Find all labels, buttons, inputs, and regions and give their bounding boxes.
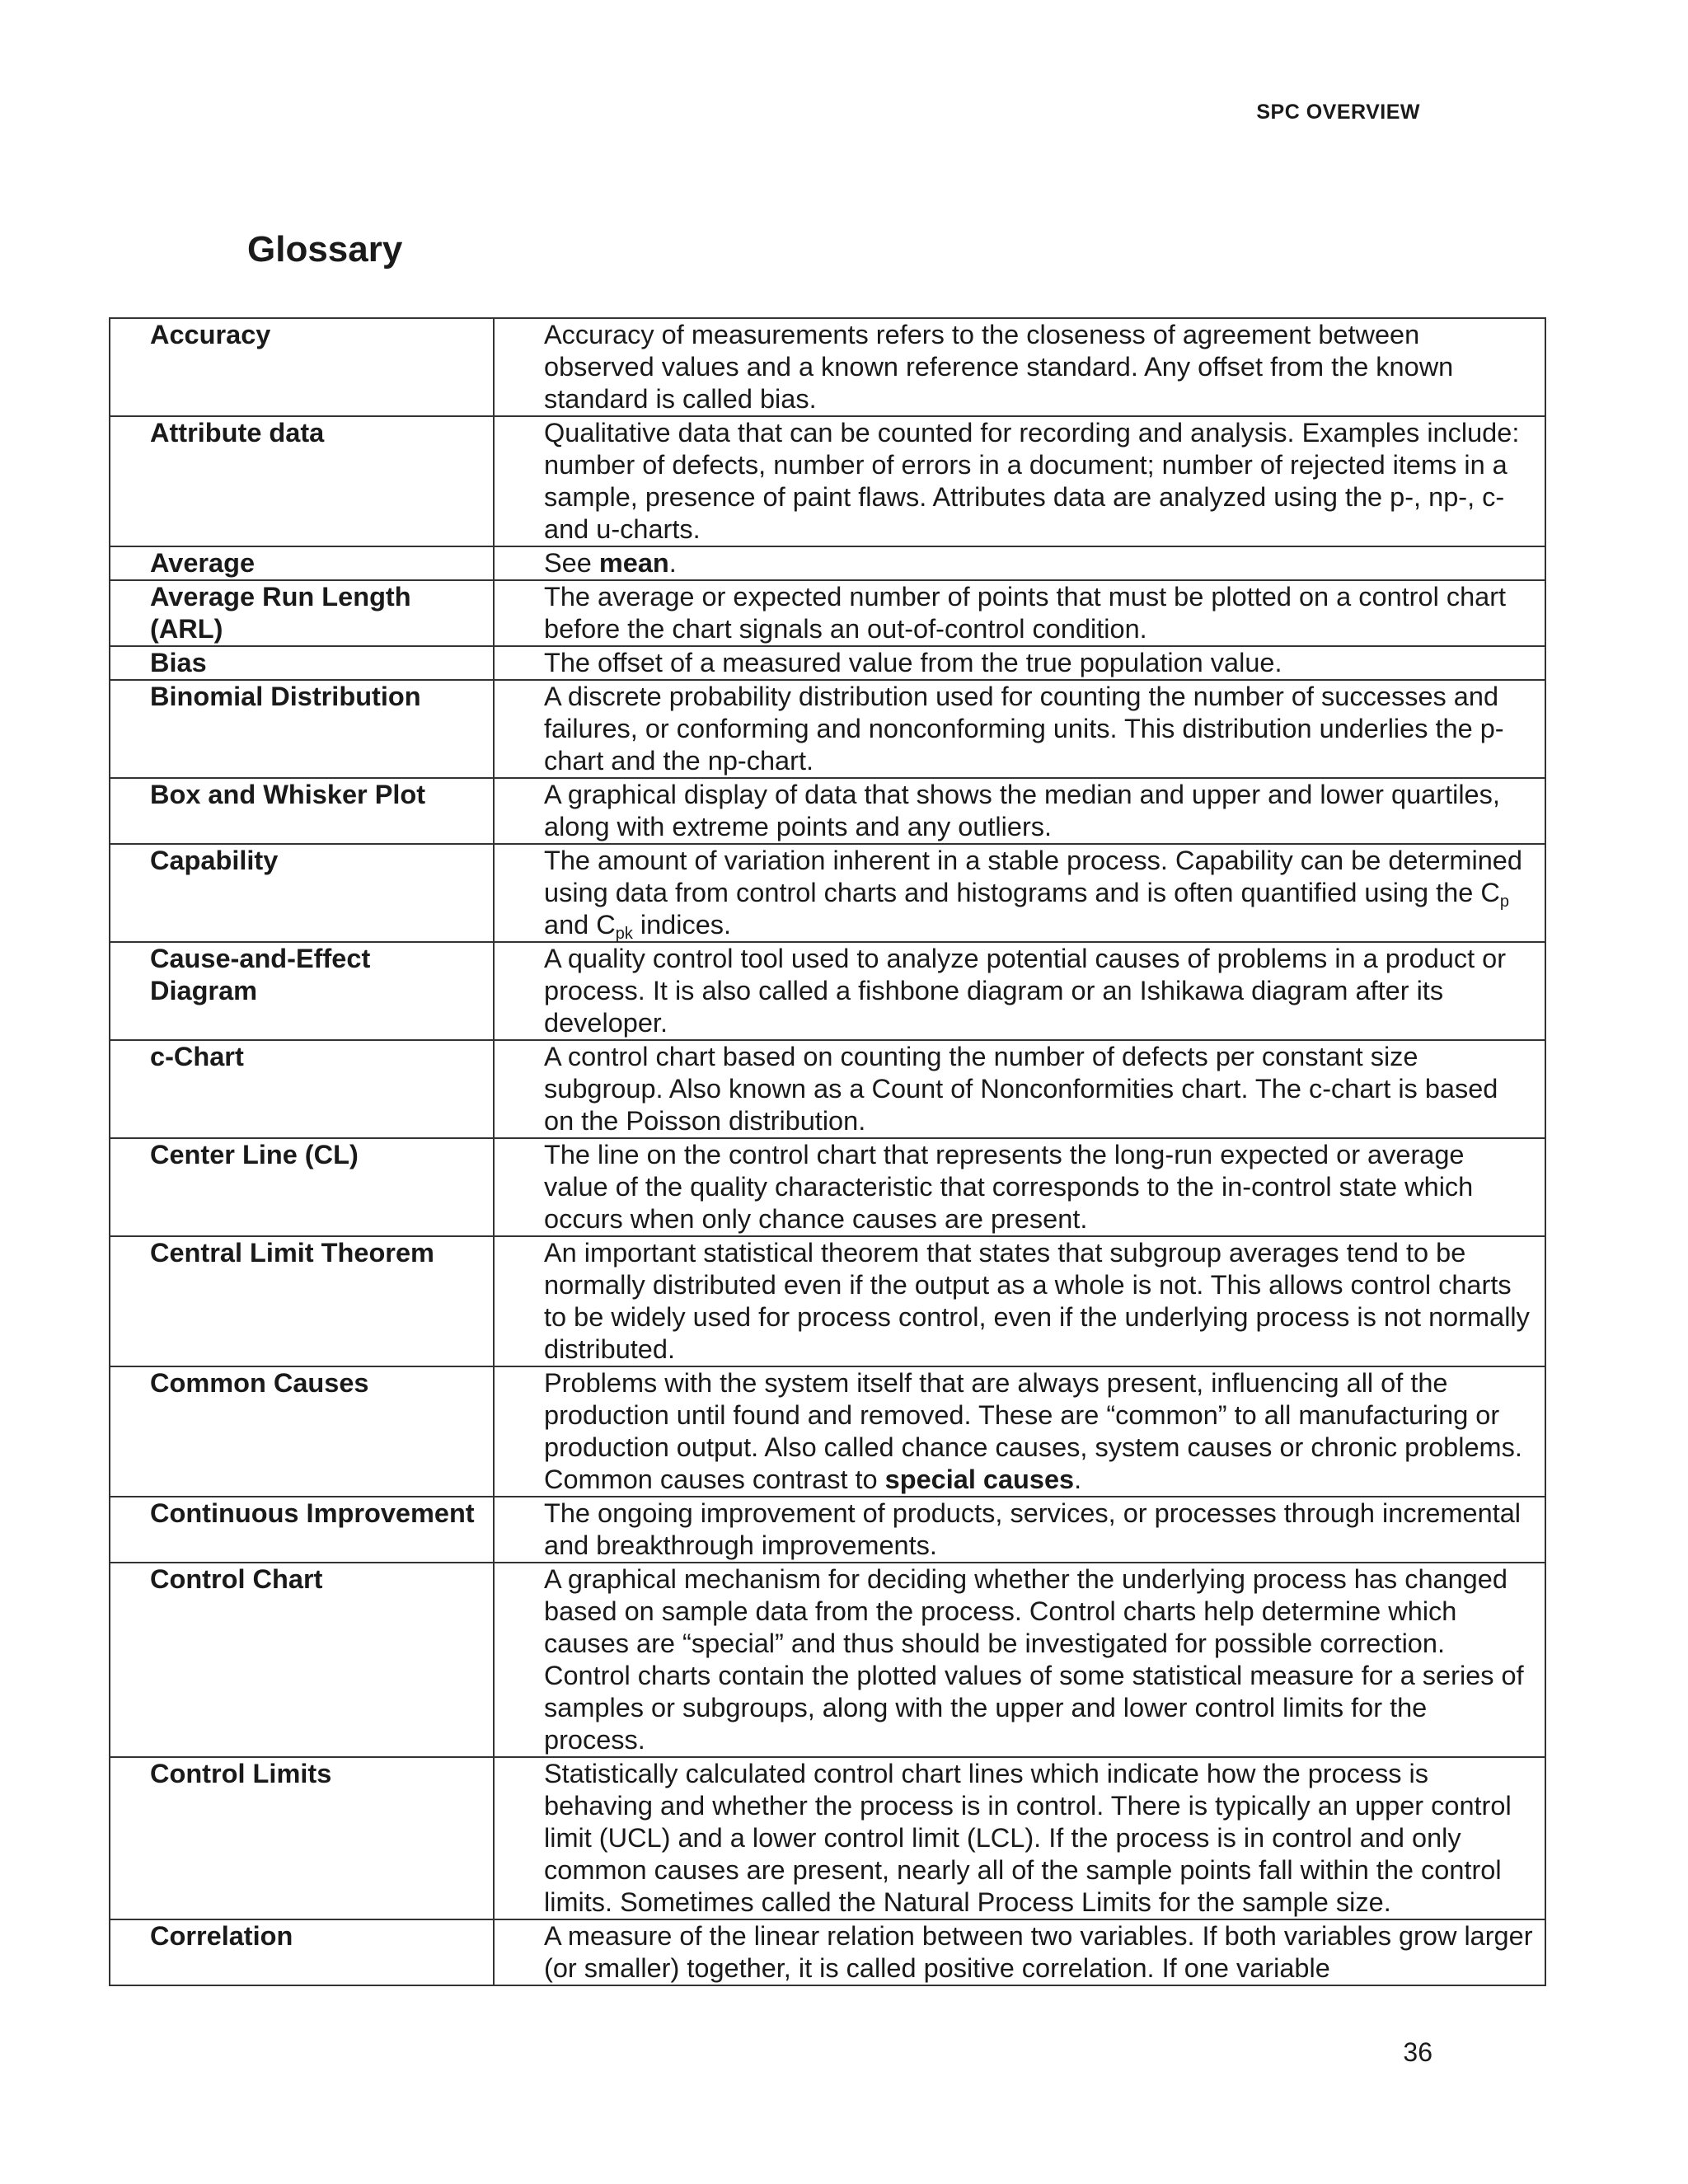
glossary-definition: A graphical display of data that shows the median and upper and lower quartiles, along with extreme points and any outliers.	[494, 778, 1545, 844]
glossary-definition: A measure of the linear relation between two variables. If both variables grow larger (or smaller) together, it is called positive correlation. If one variable	[494, 1919, 1545, 1985]
glossary-definition: The line on the control chart that represents the long-run expected or average value of the quality characteristic that corresponds to the in-control state which occurs when only chance causes are present.	[494, 1138, 1545, 1236]
glossary-table	[109, 317, 1546, 1986]
cross-reference-special-causes: special causes	[884, 1465, 1075, 1494]
running-header: SPC OVERVIEW	[1256, 101, 1420, 124]
glossary-definition: Qualitative data that can be counted for recording and analysis. Examples include: number of defects, number of errors in a document; number of rejected items in a sample, presence of paint flaws. Attributes data are analyzed using the p-, np-, c- and u-charts.	[494, 416, 1545, 546]
glossary-definition: A control chart based on counting the number of defects per constant size subgroup. Also known as a Count of Nonconformities chart. The c-chart is based on the Poisson distribution.	[494, 1040, 1545, 1138]
glossary-term: Center Line (CL)	[110, 1138, 494, 1236]
glossary-row-common-causes	[110, 1366, 1545, 1497]
glossary-term: Average Run Length (ARL)	[110, 580, 494, 646]
glossary-term: Common Causes	[110, 1366, 494, 1497]
glossary-definition: An important statistical theorem that states that subgroup averages tend to be normally distributed even if the output as a whole is not. This allows control charts to be widely used for process control, even if the underlying process is not normally distributed.	[494, 1236, 1545, 1366]
page-title: Glossary	[247, 229, 403, 269]
definition-text: The amount of variation inherent in a stable process. Capability can be determined using data from control charts and histograms and is often quantified using the C	[544, 846, 1522, 907]
glossary-term: Control Limits	[110, 1757, 494, 1919]
glossary-row-binomial-distribution	[110, 680, 1545, 778]
glossary-term: Accuracy	[110, 318, 494, 416]
glossary-row-correlation	[110, 1919, 1545, 1985]
glossary-row-capability	[110, 844, 1545, 942]
definition-text: indices.	[632, 910, 732, 940]
glossary-definition	[494, 1366, 1545, 1497]
page-number: 36	[1403, 2037, 1432, 2067]
glossary-definition: Accuracy of measurements refers to the closeness of agreement between observed values and a known reference standard. Any offset from the known standard is called bias.	[494, 318, 1545, 416]
glossary-row-box-and-whisker-plot	[110, 778, 1545, 844]
glossary-row-accuracy	[110, 318, 1545, 416]
subscript-pk: pk	[615, 925, 633, 943]
cross-reference-mean: mean	[598, 548, 669, 578]
glossary-term: Cause-and-Effect Diagram	[110, 942, 494, 1040]
glossary-term: Box and Whisker Plot	[110, 778, 494, 844]
glossary-definition: A quality control tool used to analyze potential causes of problems in a product or process. It is also called a fishbone diagram or an Ishikawa diagram after its developer.	[494, 942, 1545, 1040]
glossary-row-average	[110, 546, 1545, 580]
glossary-definition: The offset of a measured value from the true population value.	[494, 646, 1545, 680]
glossary-term: Attribute data	[110, 416, 494, 546]
glossary-row-control-limits	[110, 1757, 1545, 1919]
glossary-row-attribute-data	[110, 416, 1545, 546]
glossary-term: Continuous Improvement	[110, 1497, 494, 1563]
glossary-term: Correlation	[110, 1919, 494, 1985]
definition-text: and C	[544, 910, 616, 940]
glossary-row-cause-and-effect-diagram	[110, 942, 1545, 1040]
subscript-p: p	[1499, 893, 1509, 911]
glossary-definition: A discrete probability distribution used for counting the number of successes and failures, or conforming and nonconforming units. This distribution underlies the p-chart and the np-chart.	[494, 680, 1545, 778]
glossary-term: Central Limit Theorem	[110, 1236, 494, 1366]
glossary-definition	[494, 546, 1545, 580]
definition-text: .	[668, 548, 677, 578]
glossary-row-continuous-improvement	[110, 1497, 1545, 1563]
glossary-row-central-limit-theorem	[110, 1236, 1545, 1366]
glossary-definition: The average or expected number of points that must be plotted on a control chart before the chart signals an out-of-control condition.	[494, 580, 1545, 646]
glossary-row-bias	[110, 646, 1545, 680]
glossary-term: Average	[110, 546, 494, 580]
glossary-row-control-chart	[110, 1563, 1545, 1757]
glossary-definition: A graphical mechanism for deciding whether the underlying process has changed based on sample data from the process. Control charts help determine which causes are “special” and thus should be investigated for possible correction. Control charts contain the plotted values of some statistical measure for a series of samples or subgroups, along with the upper and lower control limits for the process.	[494, 1563, 1545, 1757]
glossary-row-c-chart	[110, 1040, 1545, 1138]
definition-text: .	[1074, 1465, 1082, 1494]
glossary-definition: The ongoing improvement of products, services, or processes through incremental and breakthrough improvements.	[494, 1497, 1545, 1563]
glossary-row-average-run-length	[110, 580, 1545, 646]
glossary-definition	[494, 844, 1545, 942]
definition-text: See	[544, 548, 599, 578]
definition-text: Problems with the system itself that are always present, influencing all of the production until found and removed. These are “common” to all manufacturing or production output. Also called chance causes, system causes or chronic problems. Common causes contrast to	[544, 1368, 1522, 1494]
glossary-definition: Statistically calculated control chart lines which indicate how the process is behaving and whether the process is in control. There is typically an upper control limit (UCL) and a lower control limit (LCL). If the process is in control and only common causes are present, nearly all of the sample points fall within the control limits. Sometimes called the Natural Process Limits for the sample size.	[494, 1757, 1545, 1919]
glossary-term: Control Chart	[110, 1563, 494, 1757]
glossary-row-center-line	[110, 1138, 1545, 1236]
glossary-term: c-Chart	[110, 1040, 494, 1138]
glossary-term: Bias	[110, 646, 494, 680]
glossary-term: Binomial Distribution	[110, 680, 494, 778]
glossary-term: Capability	[110, 844, 494, 942]
